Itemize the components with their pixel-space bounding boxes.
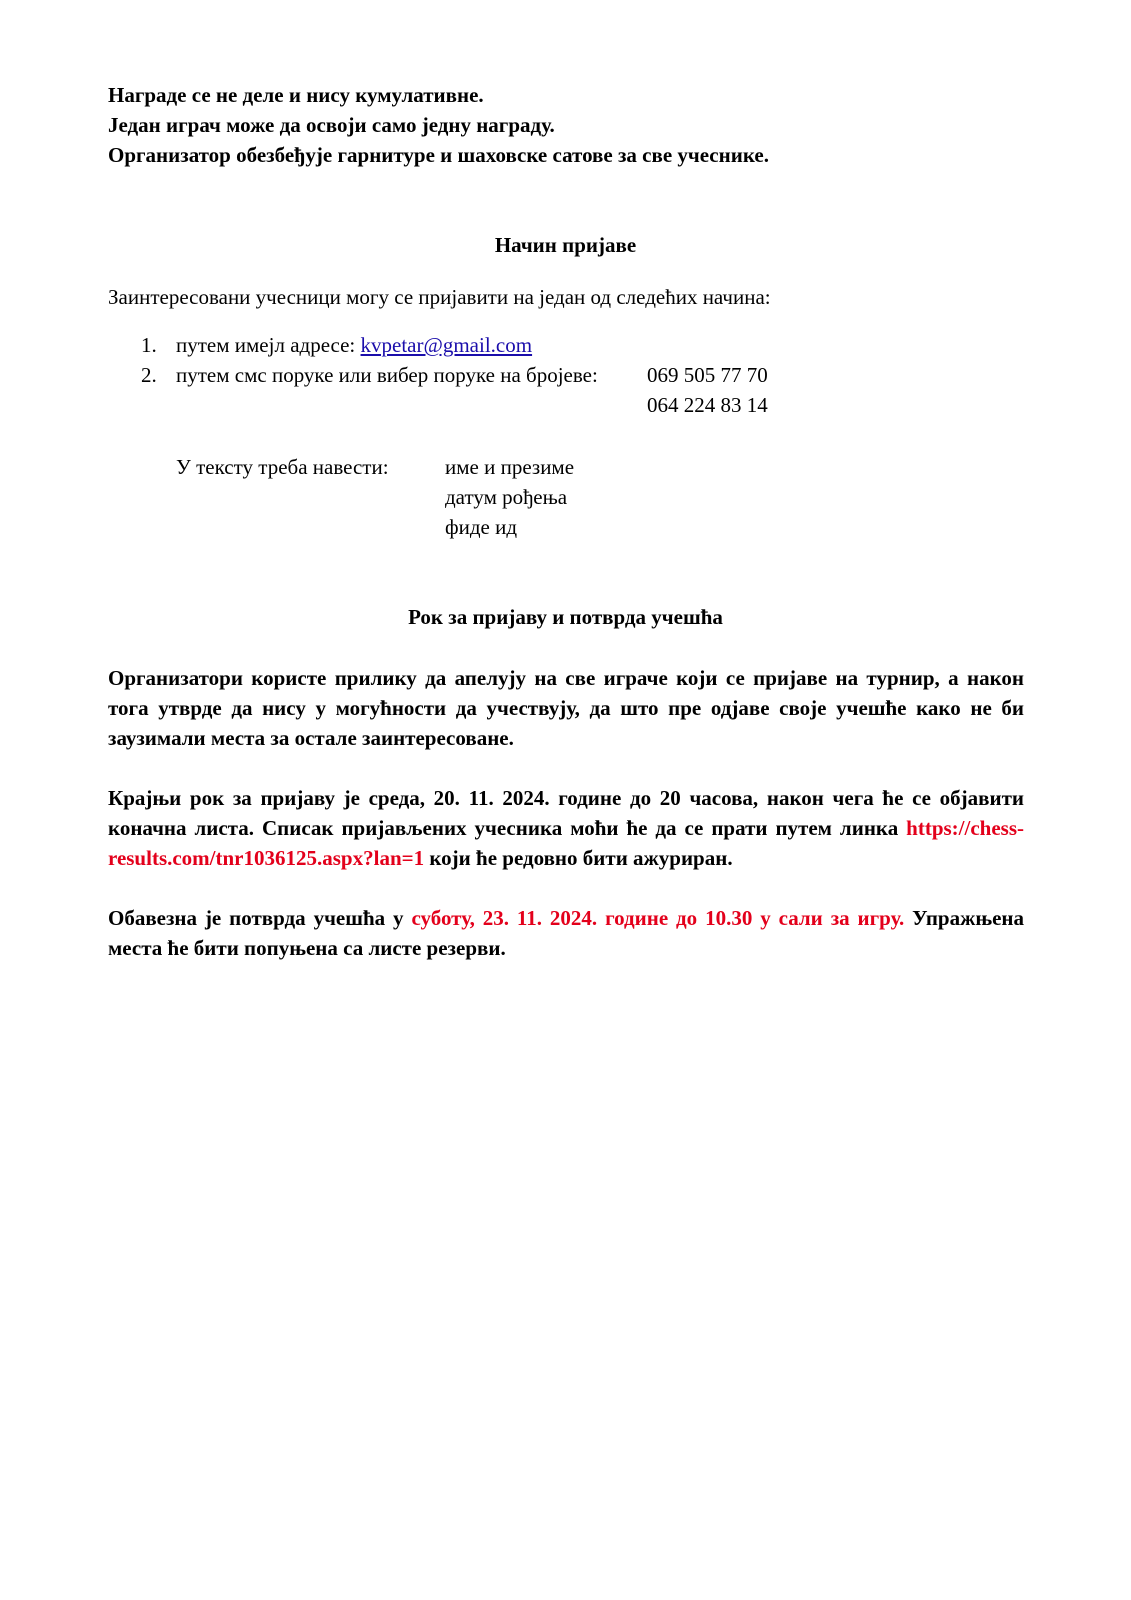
list-number-2: 2. [141,363,157,387]
confirmation-date-highlight: суботу, 23. 11. 2024. године до 10.30 у сали за игру. [411,906,905,930]
confirmation-paragraph [108,903,1024,963]
deadline-heading: Рок за пријаву и потврда учешћа [408,605,723,629]
list-item-phone: путем смс поруке или вибер поруке на бројеве: [176,363,598,387]
registration-lead: Заинтересовани учесници могу се пријавити на један од следећих начина: [108,285,771,309]
required-field-birthdate: датум рођења [445,485,568,509]
required-field-name: име и презиме [445,455,575,479]
list-item-email [176,330,532,360]
appeal-paragraph: Организатори користе прилику да апелују на све играче који се пријаве на турнир, а након тога утврде да нису у могућности да учествују, да што пре одјаве своје учешће како не би заузимали места за остале заинтересоване. [108,666,1024,750]
phone-number-2: 064 224 83 14 [647,393,768,417]
registration-heading: Начин пријаве [494,233,637,257]
deadline-paragraph [108,783,1024,873]
phone-number-1: 069 505 77 70 [647,363,768,387]
email-link[interactable]: kvpetar@gmail.com [360,333,533,357]
list-number-1: 1. [141,333,157,357]
chess-results-link[interactable]: https://chess-results.com/tnr1036125.aspx?lan=1 [108,816,1024,870]
single-prize-text: Један играч може да освоји само једну награду. [108,113,555,137]
confirmation-text: Обавезна је потврда учешћа у [108,906,412,930]
deadline-text-end: који ће редовно бити ажуриран. [424,846,733,870]
deadline-text: Крајњи рок за пријаву је среда, 20. 11. 2024. године до 20 часова, након чега ће се објавити коначна листа. Списак пријављених учесника моћи ће да се прати путем линка [108,786,1024,840]
email-label: путем имејл адресе: [176,333,361,357]
confirmation-text-end: Упражњена места ће бити попуњена са листе резерви. [108,906,1024,960]
equipment-text: Организатор обезбеђује гарнитуре и шаховске сатове за све учеснике. [108,143,769,167]
prize-rule-text: Награде се не деле и нису кумулативне. [108,83,484,107]
required-info-label: У тексту треба навести: [176,455,389,479]
required-field-fide-id: фиде ид [445,515,518,539]
